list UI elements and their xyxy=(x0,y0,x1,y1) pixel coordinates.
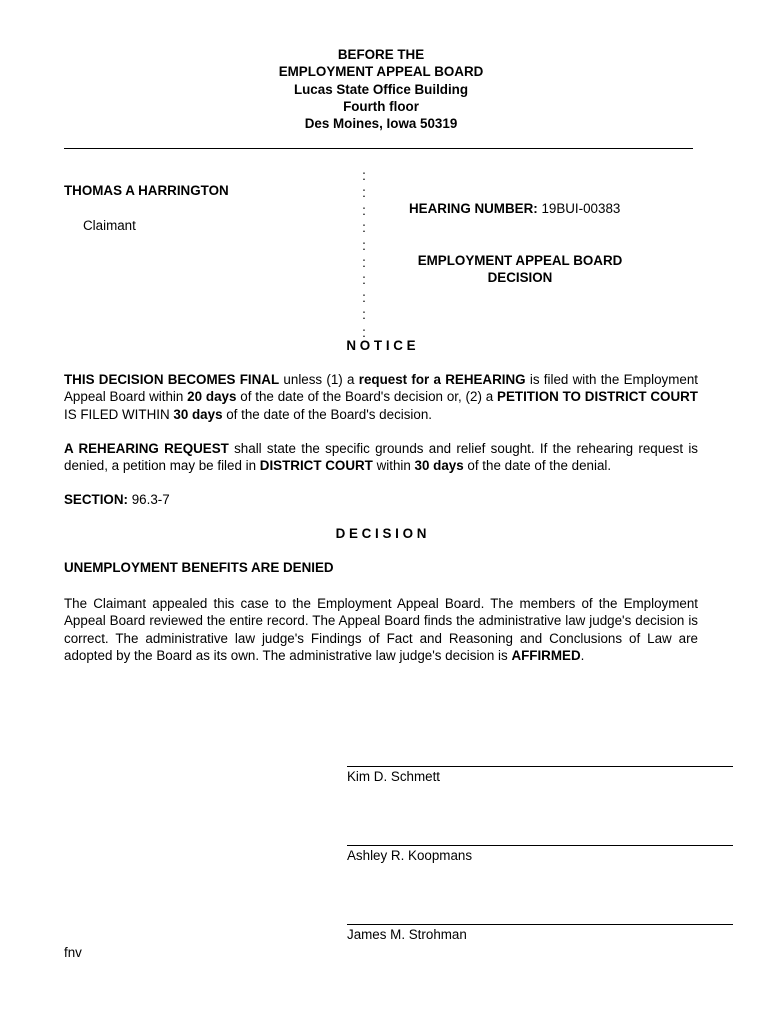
caption-colon: : xyxy=(362,324,366,340)
caption-colon: : xyxy=(362,202,366,218)
decision-subheading: UNEMPLOYMENT BENEFITS ARE DENIED xyxy=(64,560,334,575)
decision-affirmed: AFFIRMED xyxy=(511,647,581,663)
caption-colon: : xyxy=(362,185,366,201)
hearing-number-label: HEARING NUMBER: xyxy=(409,201,538,216)
claimant-role: Claimant xyxy=(83,218,136,233)
signature-name-2: Ashley R. Koopmans xyxy=(347,848,473,863)
decision-body-text: The Claimant appealed this case to the Employment Appeal Board. The members of the Employment Appeal Board reviewed the entire record. The Appeal Board finds the administrative law judge's decision is correct. The administrative law judge's Findings of Fact and Reasoning and Conclusions of Law are adopted by the Board as its own. The administrative law judge's decision is xyxy=(64,596,698,663)
preparer-initials: fnv xyxy=(64,945,82,960)
text-run: shall state the specific grounds and relief sought. If the rehearing request is denied, a petition may be filed in xyxy=(64,441,698,474)
header-floor: Fourth floor xyxy=(343,98,419,114)
header-before-the: BEFORE THE xyxy=(337,47,425,62)
section-label: SECTION: xyxy=(64,492,128,507)
caption-colon: : xyxy=(362,237,366,253)
caption-colon: : xyxy=(362,307,366,323)
hearing-number-value: 19BUI-00383 xyxy=(541,201,621,216)
decision-heading: D E C I S I O N xyxy=(335,526,427,541)
signature-line-3 xyxy=(347,924,733,925)
header-city: Des Moines, Iowa 50319 xyxy=(304,116,458,132)
section-line xyxy=(64,492,170,507)
caption-colon: : xyxy=(362,220,366,236)
notice-heading: N O T I C E xyxy=(346,338,416,353)
caption-colon: : xyxy=(362,289,366,305)
signature-name-3: James M. Strohman xyxy=(347,927,467,942)
bold-text-run: DISTRICT COURT xyxy=(259,458,373,474)
bold-text-run: THIS DECISION BECOMES FINAL xyxy=(64,372,280,387)
bold-text-run: request for a REHEARING xyxy=(358,372,526,387)
bold-text-run: 20 days xyxy=(187,389,237,405)
signature-name-1: Kim D. Schmett xyxy=(347,769,441,784)
text-run: unless (1) a xyxy=(279,372,359,387)
decision-body xyxy=(64,595,698,664)
bold-text-run: 30 days xyxy=(173,406,223,422)
text-run: is filed with the Employment Appeal Board within xyxy=(64,372,698,405)
caption-colon: : xyxy=(362,272,366,288)
signature-line-2 xyxy=(347,845,733,846)
header-block xyxy=(0,46,762,132)
decision-period: . xyxy=(580,647,585,663)
notice-paragraph-1 xyxy=(64,371,698,423)
text-run: of the date of the Board's decision. xyxy=(222,406,433,422)
text-run: within xyxy=(372,458,415,474)
caption-colon-column xyxy=(358,167,370,341)
decision-title-board: EMPLOYMENT APPEAL BOARD xyxy=(417,253,623,268)
notice-paragraph-2 xyxy=(64,440,698,475)
header-board-name: EMPLOYMENT APPEAL BOARD xyxy=(278,64,484,80)
bold-text-run: A REHEARING REQUEST xyxy=(64,441,229,456)
bold-text-run: 30 days xyxy=(414,458,464,474)
decision-title-block xyxy=(400,252,640,287)
caption-colon: : xyxy=(362,255,366,271)
section-value: 96.3-7 xyxy=(131,492,170,507)
claimant-name: THOMAS A HARRINGTON xyxy=(64,183,229,198)
caption-colon: : xyxy=(362,168,366,183)
decision-title-decision: DECISION xyxy=(487,270,553,286)
bold-text-run: PETITION TO DISTRICT COURT xyxy=(497,389,698,405)
header-rule xyxy=(64,148,693,149)
hearing-number-line xyxy=(409,201,620,216)
text-run: IS FILED WITHIN xyxy=(64,406,174,422)
signature-line-1 xyxy=(347,766,733,767)
header-building: Lucas State Office Building xyxy=(293,81,469,97)
text-run: of the date of the Board's decision or, (2) a xyxy=(236,389,498,405)
text-run: of the date of the denial. xyxy=(463,458,612,474)
